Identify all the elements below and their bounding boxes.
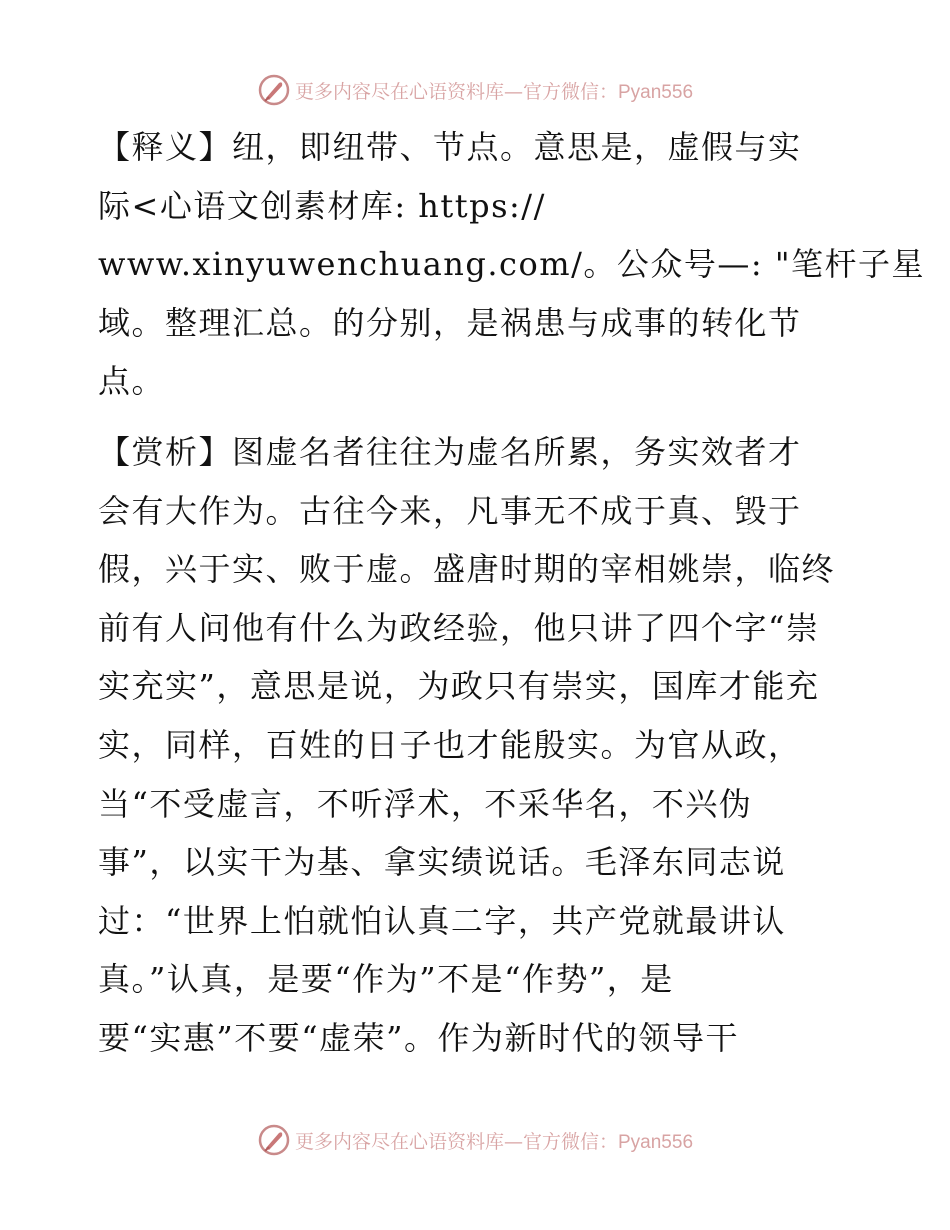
watermark-text bbox=[295, 77, 693, 104]
text-line: www.xinyuwenchuang.com/。公众号—: "笔杆子星 bbox=[98, 245, 926, 284]
text-line: 实充实”，意思是说，为政只有崇实，国库才能充 bbox=[98, 667, 820, 706]
footer-watermark bbox=[0, 1120, 950, 1160]
text-line: 实，同样，百姓的日子也才能殷实。为官从政， bbox=[98, 725, 802, 764]
watermark-text bbox=[295, 1127, 693, 1154]
text-line: 前有人问他有什么为政经验，他只讲了四个字“崇 bbox=[98, 608, 820, 647]
text-line: 【赏析】图虚名者往往为虚名所累，务实效者才 bbox=[98, 432, 802, 471]
text-line: 真。”认真，是要“作为”不是“作势”，是 bbox=[98, 960, 674, 999]
paragraph-definition bbox=[98, 118, 926, 411]
header-watermark bbox=[0, 70, 950, 110]
text-line: 当“不受虚言，不听浮术，不采华名，不兴伪 bbox=[98, 784, 753, 823]
quill-logo-icon bbox=[257, 1123, 291, 1157]
watermark-label: 更多内容尽在心语资料库—官方微信： bbox=[294, 80, 618, 103]
text-line: 域。整理汇总。的分别，是祸患与成事的转化节 bbox=[98, 303, 802, 342]
text-line: 要“实惠”不要“虚荣”。作为新时代的领导干 bbox=[98, 1018, 739, 1057]
document-body bbox=[98, 118, 926, 1068]
text-line: 点。 bbox=[98, 362, 166, 401]
text-line: 【释义】纽，即纽带、节点。意思是，虚假与实 bbox=[98, 128, 802, 166]
text-line: 事”，以实干为基、拿实绩说话。毛泽东同志说 bbox=[98, 843, 786, 882]
text-line: 过：“世界上怕就怕认真二字，共产党就最讲认 bbox=[98, 901, 786, 940]
watermark-wechat-id: Pyan556 bbox=[618, 81, 694, 103]
text-line: 际<心语文创素材库: https:// bbox=[98, 186, 546, 225]
quill-logo-icon bbox=[257, 73, 291, 107]
watermark-wechat-id: Pyan556 bbox=[618, 1131, 694, 1153]
watermark-label: 更多内容尽在心语资料库—官方微信： bbox=[294, 1130, 618, 1153]
paragraph-analysis bbox=[98, 423, 858, 1068]
text-line: 会有大作为。古往今来，凡事无不成于真、毁于 bbox=[98, 491, 802, 530]
text-line: 假，兴于实、败于虚。盛唐时期的宰相姚崇，临终 bbox=[98, 550, 836, 589]
paragraph-spacer bbox=[98, 411, 858, 423]
